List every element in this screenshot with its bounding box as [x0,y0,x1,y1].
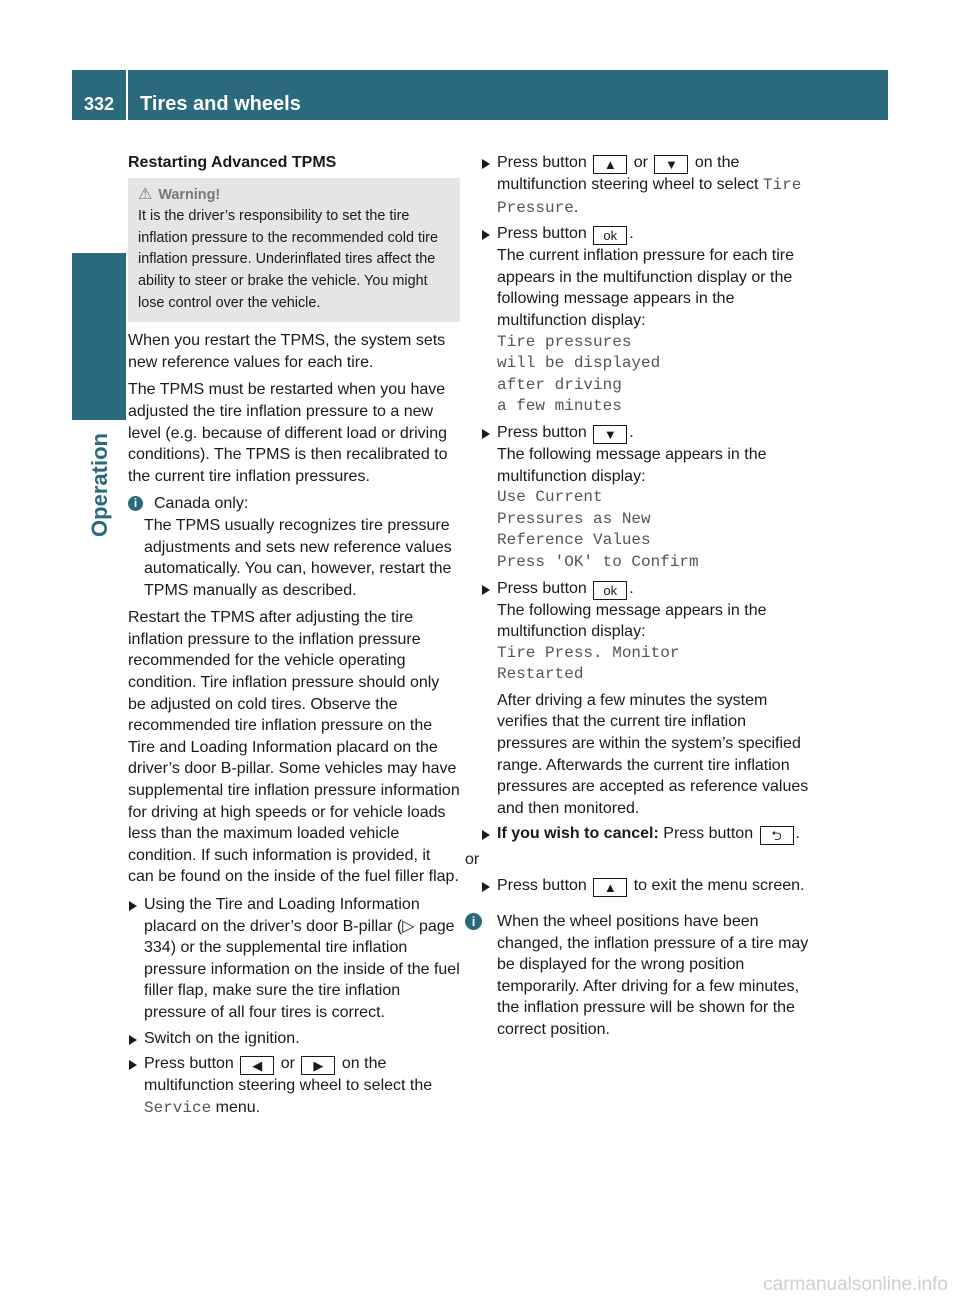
down-key-icon: ▼ [593,425,627,444]
step-arrow-icon [482,230,490,240]
info-title: Canada only: [154,495,249,513]
display-message-line: Tire pressures [497,332,632,351]
paragraph: Restart the TPMS after adjusting the tire inflation pressure to the inflation pressure recommended for the vehicle operating condition. Tire inflation pressure should only be adjusted on cold tires. Observe the recommended tire inflation pressure on the Tire and Loading Information placard on the driver’s door B-pillar. Some vehicles may have supplemental tire inflation pressure information for driving at high speeds or for vehicle loads less than the maximum loaded vehicle condition. If such information is provided, it can be found on the inside of the fuel filler flap. [128,609,460,886]
step-arrow-icon [482,585,490,595]
step-arrow-icon [482,429,490,439]
display-message-line: Press 'OK' to Confirm [497,552,699,571]
back-key-icon: ⮌ [760,826,794,845]
warning-triangle-icon: ⚠ [138,185,153,203]
display-message-line: will be displayed [497,354,661,373]
down-key-icon: ▼ [654,155,688,174]
display-message-line: Use Current [497,488,603,507]
left-arrow-key-icon: ◀ [240,1056,274,1075]
warning-title: Warning! [158,186,221,203]
list-item: Press button ▼ . The following message appears in the multifunction display: Use Current Pressures as New Reference Values Press 'OK' to Confirm [481,422,813,574]
display-text: Tire Pressure [497,176,802,217]
display-message-line: after driving [497,375,622,394]
ok-key-icon: ok [593,581,627,600]
info-icon: i [128,496,143,511]
side-tab-label: Operation [87,433,112,537]
step-text: After driving a few minutes the system verifies that the current tire inflation pressures are within the system’s specified range. Afterwards the current tire inflation pressures are accepted as reference values and then monitored. [497,691,809,817]
page-number: 332 [83,94,115,114]
section-heading: Restarting Advanced TPMS [128,154,337,171]
cancel-label: If you wish to cancel: [497,825,659,843]
info-text: The TPMS usually recognizes tire pressure adjustments and sets new reference values automatically. You can, however, restart the TPMS manually as described. [144,516,452,599]
paragraph: The TPMS must be restarted when you have adjusted the tire inflation pressure to a new level (e.g. because of different load or driving conditions). The TPMS is then recalibrated to the current tire inflation pressures. [128,381,448,485]
display-message-line: Reference Values [497,531,651,550]
step-arrow-icon [482,159,490,169]
or-separator: or [465,851,480,869]
step-text: The current inflation pressure for each tire appears in the multifunction display or the following message appears in the multifunction display: [497,247,795,329]
list-item: If you wish to cancel: Press button ⮌ . [481,823,813,845]
info-text: When the wheel positions have been changed, the inflation pressure of a tire may be displayed for the wrong position temporarily. After driving for a few minutes, the inflation pressure will be shown for the correct position. [497,913,809,1038]
display-message-line: Pressures as New [497,509,651,528]
step-text: The following message appears in the multifunction display: [497,601,767,641]
list-item: Switch on the ignition. [128,1028,460,1050]
step-arrow-icon [129,1060,137,1070]
step-arrow-icon [129,901,137,911]
list-item: Using the Tire and Loading Information placard on the driver’s door B-pillar (▷ page 334) or the supplemental tire inflation pressure information on the inside of the fuel filler flap, make sure the tire inflation pressure of all four tires is correct. [128,894,460,1024]
info-icon: i [465,913,482,930]
up-key-icon: ▲ [593,155,627,174]
info-note [128,493,460,601]
paragraph: When you restart the TPMS, the system sets new reference values for each tire. [128,332,446,371]
step-arrow-icon [482,882,490,892]
step-arrow-icon [129,1035,137,1045]
header-divider [126,70,128,120]
display-message-line: a few minutes [497,397,622,416]
list-item: Press button ▲ to exit the menu screen. [481,875,813,897]
right-column [465,152,813,1047]
list-item: Press button ok . The current inflation pressure for each tire appears in the multifunction display or the following message appears in the multifunction display: Tire pressures will be displayed after driving a few minutes [481,223,813,418]
section-title: Tires and wheels [140,93,301,115]
up-key-icon: ▲ [593,878,627,897]
right-arrow-key-icon: ▶ [301,1056,335,1075]
display-text: Service [144,1098,212,1117]
ok-key-icon: ok [593,226,627,245]
warning-text: It is the driver’s responsibility to set the tire inflation pressure to the recommended cold tire inflation pressure. Underinflated tires affect the ability to steer or brake the vehicle. You might lose control over the vehicle. [138,208,438,311]
info-note [465,911,813,1041]
display-message-line: Restarted [497,665,584,684]
list-item: Press button ◀ or ▶ on the multifunction steering wheel to select the Service menu. [128,1053,460,1119]
page-reference: ▷ page 334 [144,917,455,957]
page-header [72,70,888,120]
list-item: Press button ▲ or ▼ on the multifunction steering wheel to select Tire Pressure. [481,152,813,219]
step-text: The following message appears in the multifunction display: [497,445,767,485]
warning-box [128,178,460,323]
watermark: carmanualsonline.info [763,1274,948,1295]
left-column [128,152,460,1123]
step-arrow-icon [482,830,490,840]
display-message-line: Tire Press. Monitor [497,643,680,662]
side-tab [72,253,126,420]
list-item: Press button ok . The following message appears in the multifunction display: Tire Press. Monitor Restarted After driving a few minutes the system verifies that the current tire inflation pressures are within the system’s specified range. Afterwards the current tire inflation pressures are accepted as reference values and then monitored. [481,578,813,820]
